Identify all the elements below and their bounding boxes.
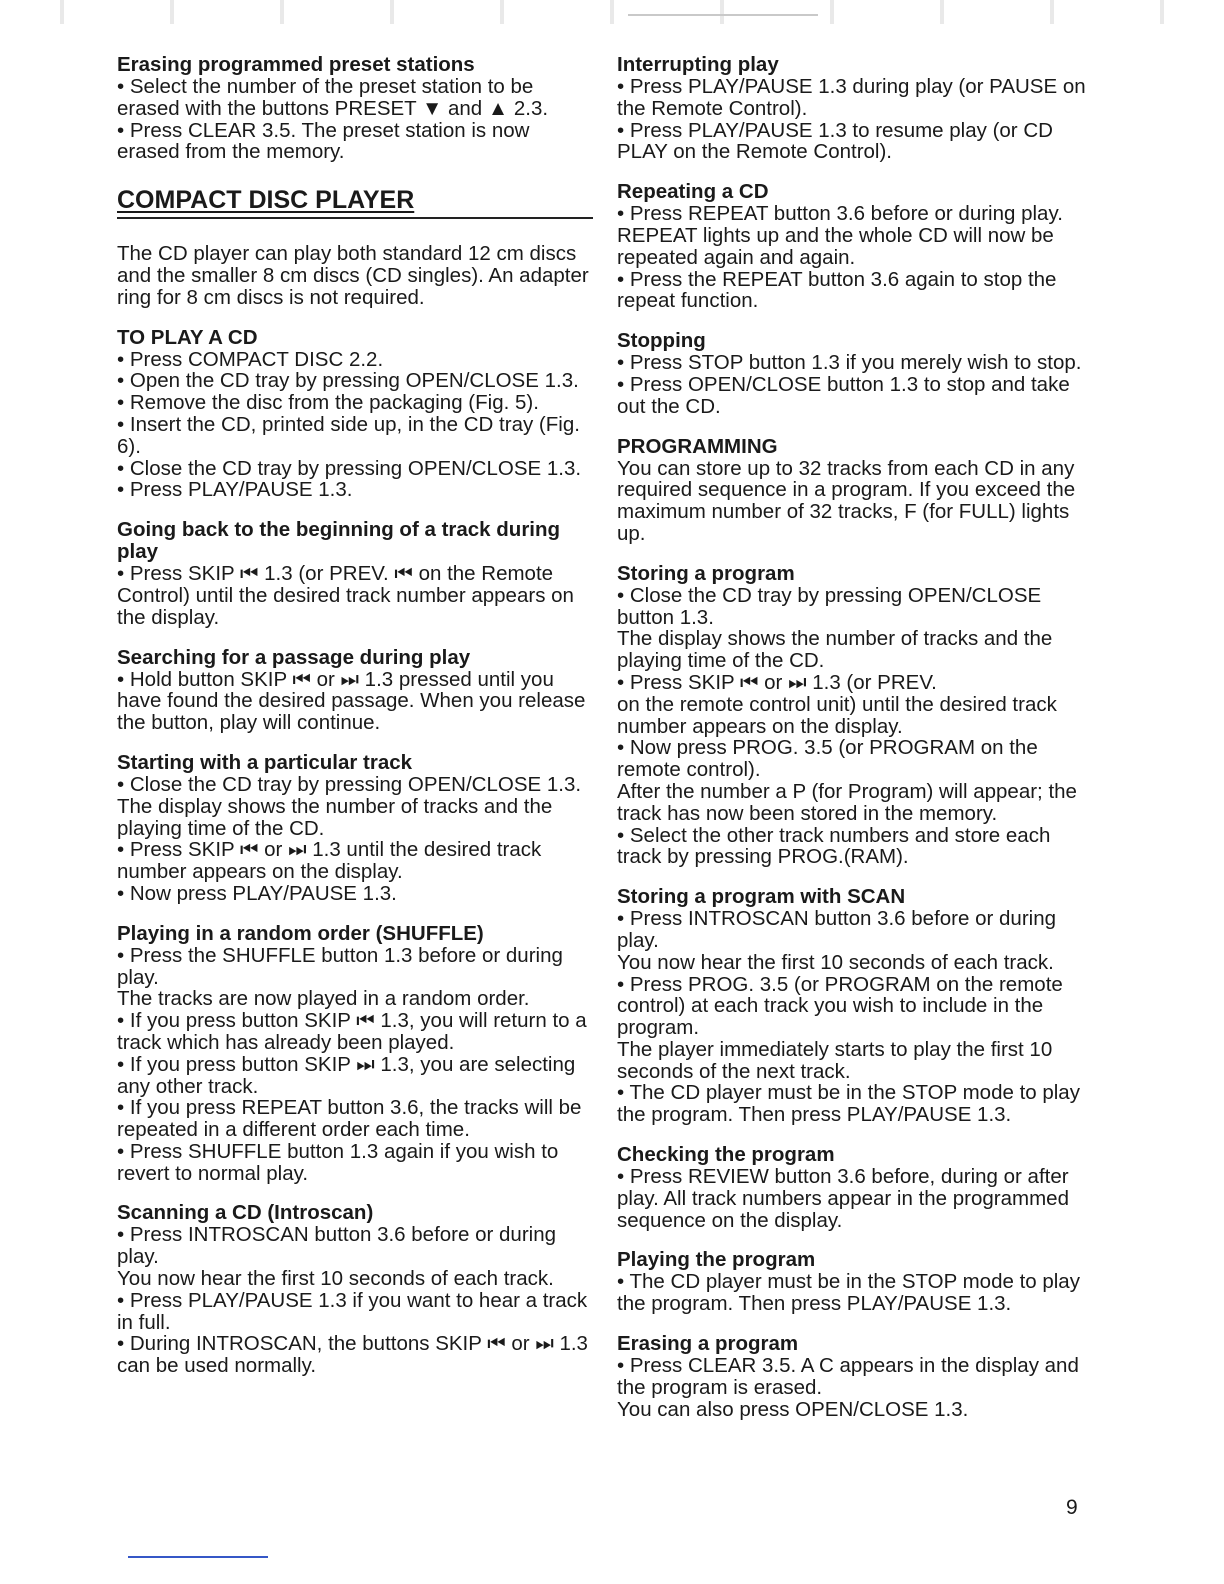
text-line: • Press PLAY/PAUSE 1.3. <box>117 478 353 502</box>
text-line: • Press PLAY/PAUSE 1.3 to resume play (or CD PLAY on the Remote Control). <box>617 118 1053 164</box>
text-line: The tracks are now played in a random order. <box>117 987 530 1011</box>
heading-storing-scan: Storing a program with SCAN <box>617 885 906 909</box>
heading-to-play: TO PLAY A CD <box>117 325 258 349</box>
section-erasing-program <box>617 1333 1089 1420</box>
text-line: • Insert the CD, printed side up, in the CD tray (Fig. 6). <box>117 412 580 458</box>
intro-paragraph <box>117 243 593 308</box>
text-line: • Press CLEAR 3.5. The preset station is now erased from the memory. <box>117 118 530 164</box>
left-column <box>117 54 593 1395</box>
text-line: • Open the CD tray by pressing OPEN/CLOSE 1.3. <box>117 369 579 393</box>
text-line: • Press REPEAT button 3.6 before or during play. REPEAT lights up and the whole CD will now be repeated again and again. <box>617 202 1063 269</box>
text-line: • If you press REPEAT button 3.6, the tracks will be repeated in a different order each time. <box>117 1096 582 1142</box>
heading-shuffle: Playing in a random order (SHUFFLE) <box>117 921 484 945</box>
section-programming <box>617 436 1089 545</box>
heading-starting: Starting with a particular track <box>117 750 413 774</box>
text-line: • Hold button SKIP ⏮ or ⏭ 1.3 pressed until you have found the desired passage. When you release the button, play will continue. <box>117 667 586 735</box>
section-title-compact-disc-player <box>117 185 593 219</box>
text-line: • Press COMPACT DISC 2.2. <box>117 347 384 371</box>
text-line: You can store up to 32 tracks from each CD in any required sequence in a program. If you exceed the maximum number of 32 tracks, F (for FULL) lights up. <box>617 456 1076 545</box>
section-repeating <box>617 181 1089 312</box>
section-title-text: COMPACT DISC PLAYER <box>117 186 415 215</box>
text-line: • Press PLAY/PAUSE 1.3 during play (or PAUSE on the Remote Control). <box>617 75 1086 120</box>
heading-searching: Searching for a passage during play <box>117 645 471 669</box>
heading-going-back: Going back to the beginning of a track during play <box>117 518 561 564</box>
scan-artifact-dash <box>628 14 818 16</box>
footer-rule <box>128 1556 268 1558</box>
text-line: • Close the CD tray by pressing OPEN/CLOSE 1.3. <box>117 456 582 480</box>
text-line: You now hear the first 10 seconds of each track. <box>117 1267 554 1291</box>
section-stopping <box>617 330 1089 417</box>
heading-introscan: Scanning a CD (Introscan) <box>117 1201 374 1225</box>
text-line: • Press PLAY/PAUSE 1.3 if you want to hear a track in full. <box>117 1288 588 1334</box>
heading-repeating: Repeating a CD <box>617 180 769 204</box>
section-starting <box>117 752 593 905</box>
text-line: • Now press PROG. 3.5 (or PROGRAM on the remote control). <box>617 736 1038 782</box>
heading-erasing-presets: Erasing programmed preset stations <box>117 53 475 76</box>
heading-playing-program: Playing the program <box>617 1248 816 1272</box>
text-line: • If you press button SKIP ⏮ 1.3, you will return to a track which has already been played. <box>117 1009 587 1054</box>
text-line: • Remove the disc from the packaging (Fig. 5). <box>117 391 539 415</box>
text-line: The display shows the number of tracks and the playing time of the CD. <box>117 794 553 840</box>
section-shuffle <box>117 923 593 1185</box>
text-line: • Press CLEAR 3.5. A C appears in the display and the program is erased. <box>617 1354 1079 1399</box>
text-line: You can also press OPEN/CLOSE 1.3. <box>617 1397 969 1421</box>
heading-programming: PROGRAMMING <box>617 434 778 458</box>
text-line: The display shows the number of tracks and the playing time of the CD. <box>617 627 1053 673</box>
section-checking <box>617 1144 1089 1231</box>
section-erasing-presets <box>117 54 593 163</box>
text-line: • The CD player must be in the STOP mode to play the program. Then press PLAY/PAUSE 1.3. <box>617 1081 1080 1127</box>
text-line: • During INTROSCAN, the buttons SKIP ⏮ or ⏭ 1.3 can be used normally. <box>117 1332 588 1378</box>
text-line: • Press REVIEW button 3.6 before, during or after play. All track numbers appear in the programmed sequence on the display. <box>617 1165 1069 1232</box>
text-line: on the remote control unit) until the desired track number appears on the display. <box>617 692 1057 738</box>
text-line: The player immediately starts to play the first 10 seconds of the next track. <box>617 1037 1053 1083</box>
text-line: • Close the CD tray by pressing OPEN/CLOSE button 1.3. <box>617 583 1042 629</box>
text-line: • Press the REPEAT button 3.6 again to stop the repeat function. <box>617 267 1057 313</box>
text-line: • Press OPEN/CLOSE button 1.3 to stop and take out the CD. <box>617 372 1070 418</box>
section-going-back <box>117 519 593 628</box>
section-searching <box>117 647 593 734</box>
right-column <box>617 54 1089 1438</box>
section-introscan <box>117 1202 593 1377</box>
text-line: • If you press button SKIP ⏭ 1.3, you are selecting any other track. <box>117 1052 576 1098</box>
text-line: • Now press PLAY/PAUSE 1.3. <box>117 881 397 905</box>
text-line: After the number a P (for Program) will appear; the track has now been stored in the memory. <box>617 779 1077 825</box>
heading-checking: Checking the program <box>617 1143 835 1167</box>
text-line: • Press SKIP ⏮ or ⏭ 1.3 (or PREV. <box>617 670 937 694</box>
text-line: The CD player can play both standard 12 cm discs and the smaller 8 cm discs (CD singles). An adapter ring for 8 cm discs is not required. <box>117 242 589 309</box>
scan-artifact-top <box>0 0 1224 24</box>
text-line: • Press the SHUFFLE button 1.3 before or during play. <box>117 943 563 989</box>
text-line: • The CD player must be in the STOP mode to play the program. Then press PLAY/PAUSE 1.3. <box>617 1270 1080 1316</box>
heading-interrupting: Interrupting play <box>617 53 779 76</box>
page-number: 9 <box>1066 1496 1078 1519</box>
text-line: • Press SHUFFLE button 1.3 again if you wish to revert to normal play. <box>117 1139 559 1185</box>
text-line: • Press INTROSCAN button 3.6 before or during play. <box>617 907 1057 952</box>
text-line: • Close the CD tray by pressing OPEN/CLOSE 1.3. <box>117 772 582 796</box>
text-line: • Select the other track numbers and store each track by pressing PROG.(RAM). <box>617 823 1051 869</box>
text-line: • Press SKIP ⏮ 1.3 (or PREV. ⏮ on the Remote Control) until the desired track number appears on the display. <box>117 562 574 629</box>
heading-stopping: Stopping <box>617 329 706 353</box>
section-to-play <box>117 327 593 502</box>
text-line: • Press PROG. 3.5 (or PROGRAM on the remote control) at each track you wish to include in the program. <box>617 972 1063 1040</box>
text-line: • Select the number of the preset station to be erased with the buttons PRESET ▼ and ▲ 2.3. <box>117 75 549 120</box>
section-storing <box>617 563 1089 868</box>
section-storing-scan <box>617 886 1089 1126</box>
text-line: • Press SKIP ⏮ or ⏭ 1.3 until the desired track number appears on the display. <box>117 838 542 884</box>
section-playing-program <box>617 1249 1089 1315</box>
heading-erasing-program: Erasing a program <box>617 1332 799 1356</box>
text-line: You now hear the first 10 seconds of each track. <box>617 950 1054 974</box>
text-line: • Press STOP button 1.3 if you merely wish to stop. <box>617 351 1082 375</box>
text-line: • Press INTROSCAN button 3.6 before or during play. <box>117 1223 557 1269</box>
section-interrupting <box>617 54 1089 163</box>
heading-storing: Storing a program <box>617 561 795 585</box>
